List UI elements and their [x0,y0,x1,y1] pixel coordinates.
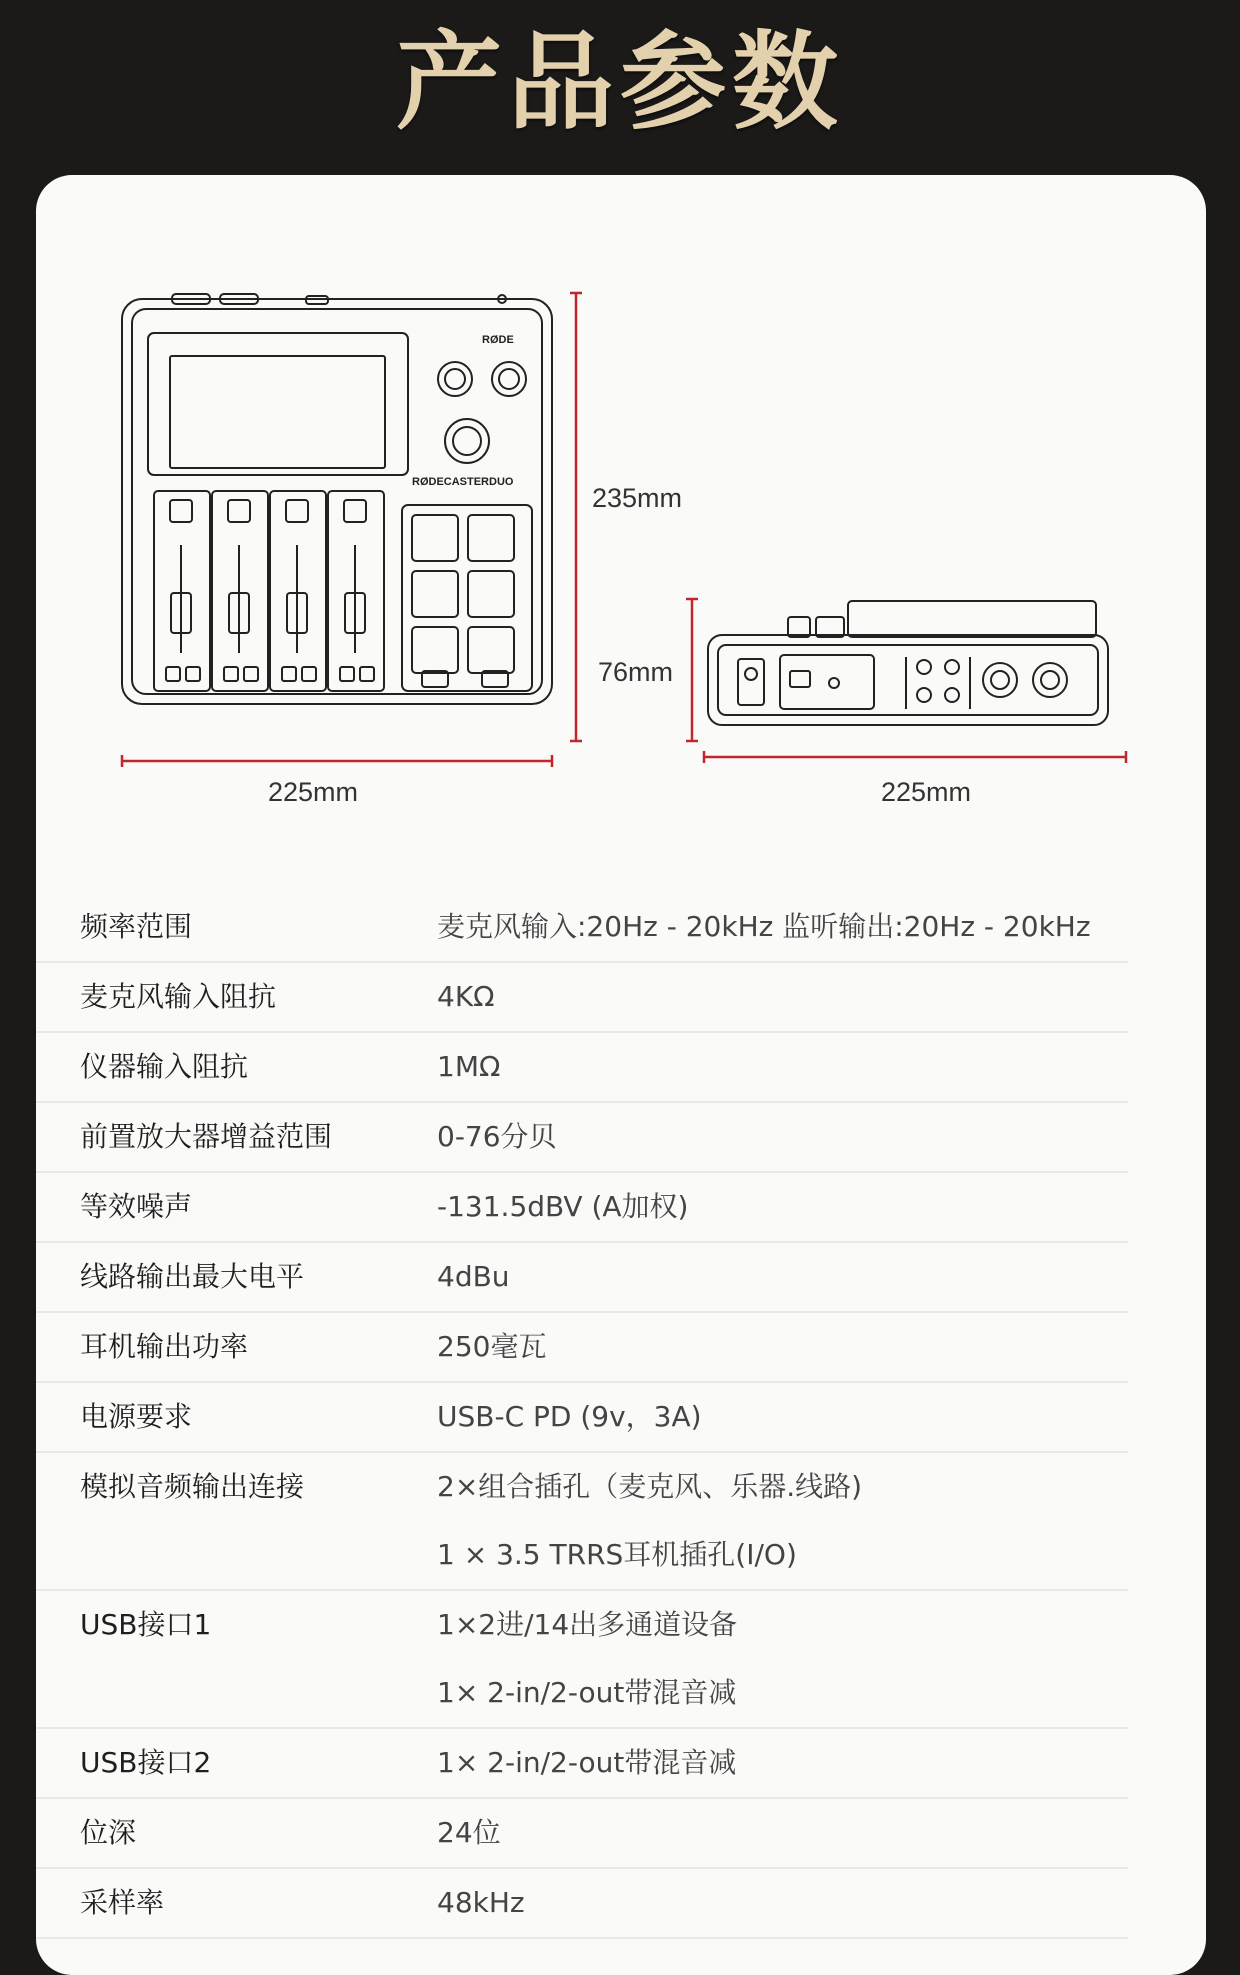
spec-label: 采样率 [80,1886,165,1919]
spec-value: 4dBu [437,1260,510,1293]
spec-row [36,1453,1128,1591]
side-view-drawing [708,601,1108,725]
front-width-label: 225mm [268,777,359,807]
spec-value: 2×组合插孔（麦克风、乐器.线路) [437,1470,863,1503]
spec-label: USB接口1 [80,1608,212,1641]
spec-label: 前置放大器增益范围 [80,1120,333,1153]
spec-row [36,893,1128,963]
spec-value: 1MΩ [437,1050,501,1083]
spec-label: 耳机输出功率 [80,1330,249,1363]
spec-row [36,1383,1128,1453]
brand-logo-small: RØDE [482,334,514,346]
spec-value: USB-C PD (9v，3A) [437,1400,702,1433]
spec-label: 仪器输入阻抗 [80,1050,249,1083]
spec-value: -131.5dBV (A加权) [437,1190,689,1223]
side-height-label: 76mm [598,657,674,687]
spec-value: 250毫瓦 [437,1330,547,1363]
model-logo: RØDECASTERDUO [412,476,514,488]
spec-values [437,1103,1128,1171]
spec-value: 48kHz [437,1886,525,1919]
spec-label: 位深 [80,1816,137,1849]
dimension-drawings [36,175,1206,815]
spec-row [36,1103,1128,1173]
spec-label: 频率范围 [80,910,193,943]
spec-values [437,893,1128,961]
spec-value: 1× 2-in/2-out带混音减 [437,1676,737,1709]
spec-values [437,1453,1128,1589]
spec-values [437,1591,1128,1727]
spec-table [36,893,1206,1939]
spec-values [437,1033,1128,1101]
spec-card [36,175,1206,1975]
spec-row [36,1313,1128,1383]
spec-values [437,1869,1128,1937]
spec-value: 4KΩ [437,980,495,1013]
front-view-drawing [122,294,552,704]
spec-label: USB接口2 [80,1746,212,1779]
spec-value: 0-76分贝 [437,1120,557,1153]
dimension-lines [122,293,1126,767]
spec-value: 1× 2-in/2-out带混音减 [437,1746,737,1779]
front-view-brand [412,334,514,488]
page-title: 产品参数 [396,21,844,144]
spec-row [36,1033,1128,1103]
spec-value: 1 × 3.5 TRRS耳机插孔(I/O) [437,1538,797,1571]
spec-values [437,1383,1128,1451]
spec-label: 线路输出最大电平 [80,1260,305,1293]
spec-values [437,963,1128,1031]
spec-row [36,1869,1128,1939]
spec-value: 麦克风输入:20Hz - 20kHz 监听输出:20Hz - 20kHz [437,910,1091,943]
spec-row [36,1173,1128,1243]
spec-row [36,1591,1128,1729]
spec-label: 电源要求 [80,1400,193,1433]
spec-label: 麦克风输入阻抗 [80,980,277,1013]
spec-values [437,1313,1128,1381]
spec-values [437,1799,1128,1867]
spec-row [36,1729,1128,1799]
spec-row [36,1243,1128,1313]
spec-values [437,1173,1128,1241]
spec-values [437,1243,1128,1311]
spec-row [36,963,1128,1033]
spec-values [437,1729,1128,1797]
front-height-label: 235mm [592,483,683,513]
spec-label: 等效噪声 [80,1190,193,1223]
spec-label: 模拟音频输出连接 [80,1470,305,1503]
side-width-label: 225mm [881,777,972,807]
spec-value: 1×2进/14出多通道设备 [437,1608,738,1641]
spec-row [36,1799,1128,1869]
spec-value: 24位 [437,1816,501,1849]
